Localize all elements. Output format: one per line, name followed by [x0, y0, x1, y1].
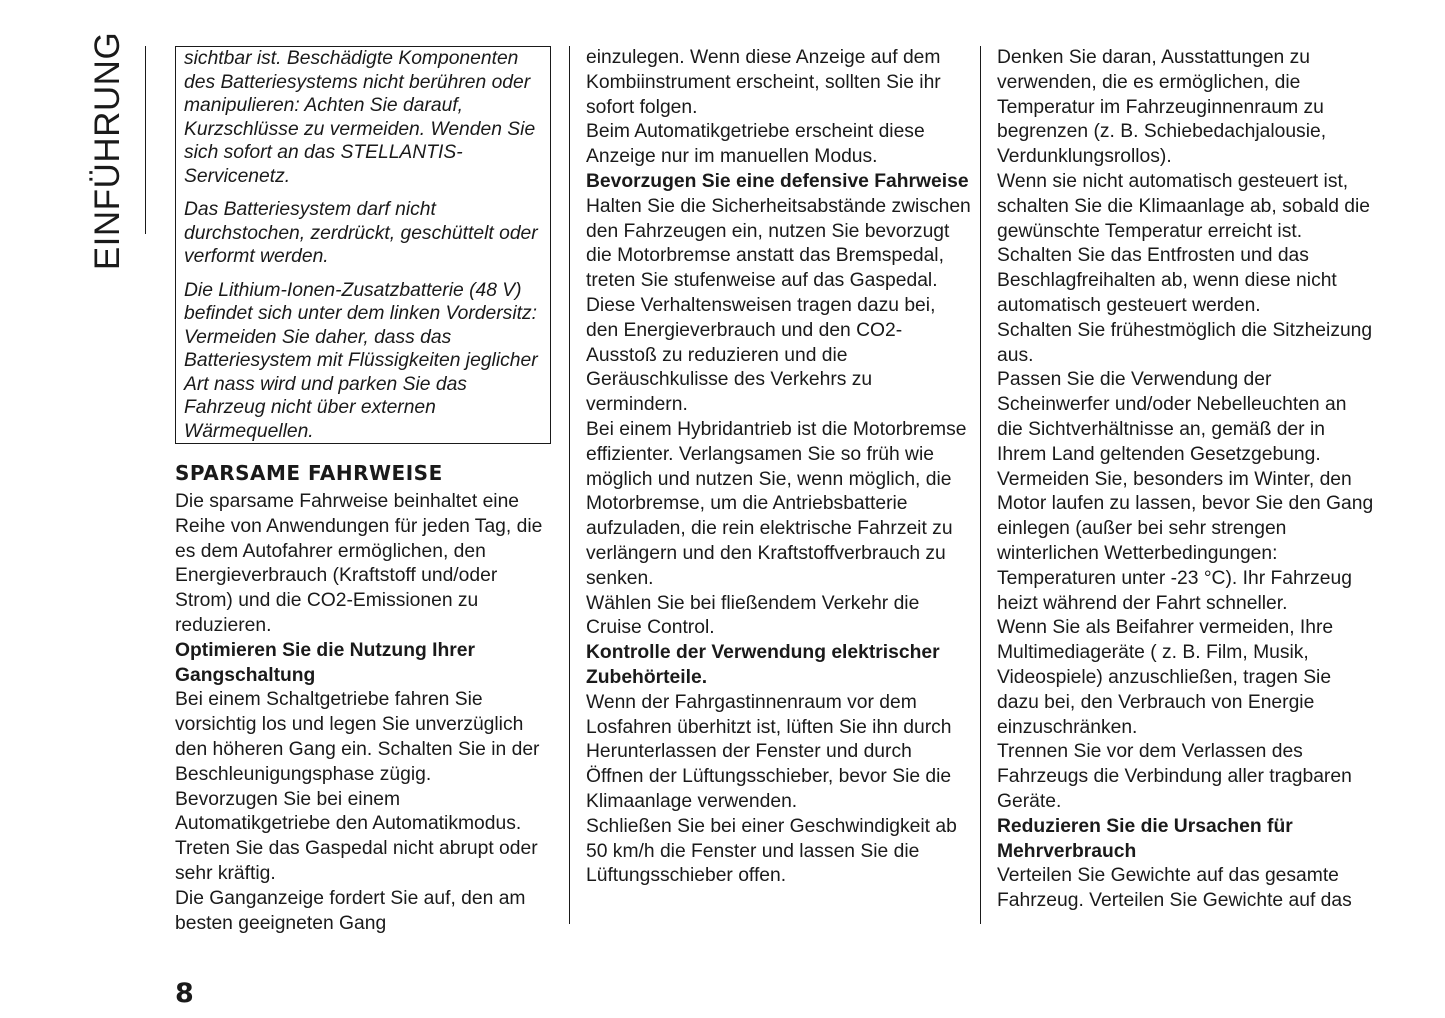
column-3 [997, 46, 1377, 914]
chapter-title-text: EINFÜHRUNG [88, 31, 127, 271]
paragraph: Bevorzugen Sie bei einem Automatikgetriebe den Automatikmodus. [175, 788, 522, 835]
subheading: Kontrolle der Verwendung elektrischer Zubehörteile. [586, 642, 940, 688]
paragraph: Treten Sie das Gaspedal nicht abrupt oder sehr kräftig. [175, 838, 538, 884]
paragraph: Die Ganganzeige fordert Sie auf, den am besten geeigneten Gang [175, 887, 526, 934]
paragraph: Passen Sie die Verwendung der Scheinwerfer und/oder Nebelleuchten an die Sichtverhältnisse an, gemäß der in Ihrem Land geltenden Gesetzgebung. [997, 369, 1347, 465]
paragraph: Bei einem Hybridantrieb ist die Motorbremse effizienter. Verlangsamen Sie so früh wie möglich und nutzen Sie, wenn möglich, die Motorbremse, um die Antriebsbatterie aufzuladen, die rein elektrische Fahrzeit zu verlängern und den Kraftstoffverbrauch zu senken. [586, 418, 967, 589]
paragraph: einzulegen. Wenn diese Anzeige auf dem Kombiinstrument erscheint, sollten Sie ihr sofort folgen. [586, 47, 941, 118]
subheading: Optimieren Sie die Nutzung Ihrer Gangschaltung [175, 639, 475, 686]
paragraph: Wenn Sie als Beifahrer vermeiden, Ihre Multimediageräte ( z. B. Film, Musik, Videospiele) anzuschließen, tragen Sie dazu bei, den Verbrauch von Energie einzuschränken. [997, 617, 1334, 738]
paragraph: Bei einem Schaltgetriebe fahren Sie vorsichtig los und legen Sie unverzüglich den höheren Gang ein. Schalten Sie in der Beschleunigungsphase zügig. [175, 689, 540, 785]
paragraph: Verteilen Sie Gewichte auf das gesamte Fahrzeug. Verteilen Sie Gewichte auf das [997, 865, 1352, 912]
warning-paragraph: sichtbar ist. Beschädigte Komponenten des Batteriesystems nicht berühren oder manipulieren: Achten Sie darauf, Kurzschlüsse zu vermeiden. Wenden Sie sich sofort an das STELLANTIS-Servicenetz. [184, 48, 536, 187]
paragraph: Schließen Sie bei einer Geschwindigkeit ab 50 km/h die Fenster und lassen Sie die Lüftungsschieber offen. [586, 815, 957, 887]
subheading: Reduzieren Sie die Ursachen für Mehrverbrauch [997, 815, 1293, 862]
column-1 [175, 46, 555, 936]
warning-paragraph: Das Batteriesystem darf nicht durchstochen, zerdrückt, geschüttelt oder verformt werden. [184, 199, 538, 267]
paragraph: Schalten Sie das Entfrosten und das Beschlagfreihalten ab, wenn diese nicht automatisch gesteuert werden. [997, 245, 1337, 316]
paragraph: Wenn der Fahrgastinnenraum vor dem Losfahren überhitzt ist, lüften Sie ihn durch Herunterlassen der Fenster und durch Öffnen der Lüftungsschieber, bevor Sie die Klimaanlage verwenden. [586, 691, 952, 812]
page-number: 8 [175, 978, 194, 1009]
column-divider [980, 46, 981, 924]
section-heading: SPARSAME FAHRWEISE [175, 461, 443, 485]
column-2 [586, 46, 971, 889]
paragraph: Halten Sie die Sicherheitsabstände zwischen den Fahrzeugen ein, nutzen Sie bevorzugt die Motorbremse anstatt das Bremspedal, treten Sie stufenweise auf das Gaspedal. Diese Verhaltensweisen tragen dazu bei, den Energieverbrauch und den CO2-Ausstoß zu reduzieren und die Geräuschkulisse des Verkehrs zu vermindern. [586, 195, 971, 416]
warning-box [175, 46, 551, 444]
paragraph: Denken Sie daran, Ausstattungen zu verwenden, die es ermöglichen, die Temperatur im Fahrzeuginnenraum zu begrenzen (z. B. Schiebedachjalousie, Verdunklungsrollos). [997, 47, 1327, 168]
paragraph: Schalten Sie frühestmöglich die Sitzheizung aus. [997, 319, 1373, 366]
paragraph: Beim Automatikgetriebe erscheint diese Anzeige nur im manuellen Modus. [586, 121, 925, 168]
paragraph: Vermeiden Sie, besonders im Winter, den Motor laufen zu lassen, bevor Sie den Gang einlegen (außer bei sehr strengen winterlichen Wetterbedingungen: Temperaturen unter -23 °C). Ihr Fahrzeug heizt während der Fahrt schneller. [997, 468, 1374, 614]
paragraph: Trennen Sie vor dem Verlassen des Fahrzeugs die Verbindung aller tragbaren Geräte. [997, 741, 1352, 812]
subheading: Bevorzugen Sie eine defensive Fahrweise [586, 170, 969, 192]
chapter-title [80, 31, 136, 271]
paragraph: Wählen Sie bei fließendem Verkehr die Cruise Control. [586, 592, 920, 639]
chapter-divider [145, 46, 146, 234]
paragraph: Wenn sie nicht automatisch gesteuert ist, schalten Sie die Klimaanlage ab, sobald die gewünschte Temperatur erreicht ist. [997, 170, 1371, 242]
column-divider [569, 46, 570, 924]
warning-paragraph: Die Lithium-Ionen-Zusatzbatterie (48 V) befindet sich unter dem linken Vordersitz: Vermeiden Sie daher, dass das Batteriesystem mit Flüssigkeiten jeglicher Art nass wird und parken Sie das Fahrzeug nicht über externen Wärmequellen. [184, 279, 538, 442]
intro-paragraph: Die sparsame Fahrweise beinhaltet eine Reihe von Anwendungen für jeden Tag, die es dem Autofahrer ermöglichen, den Energieverbrauch (Kraftstoff und/oder Strom) und die CO2-Emissionen zu reduzieren. [175, 491, 543, 636]
